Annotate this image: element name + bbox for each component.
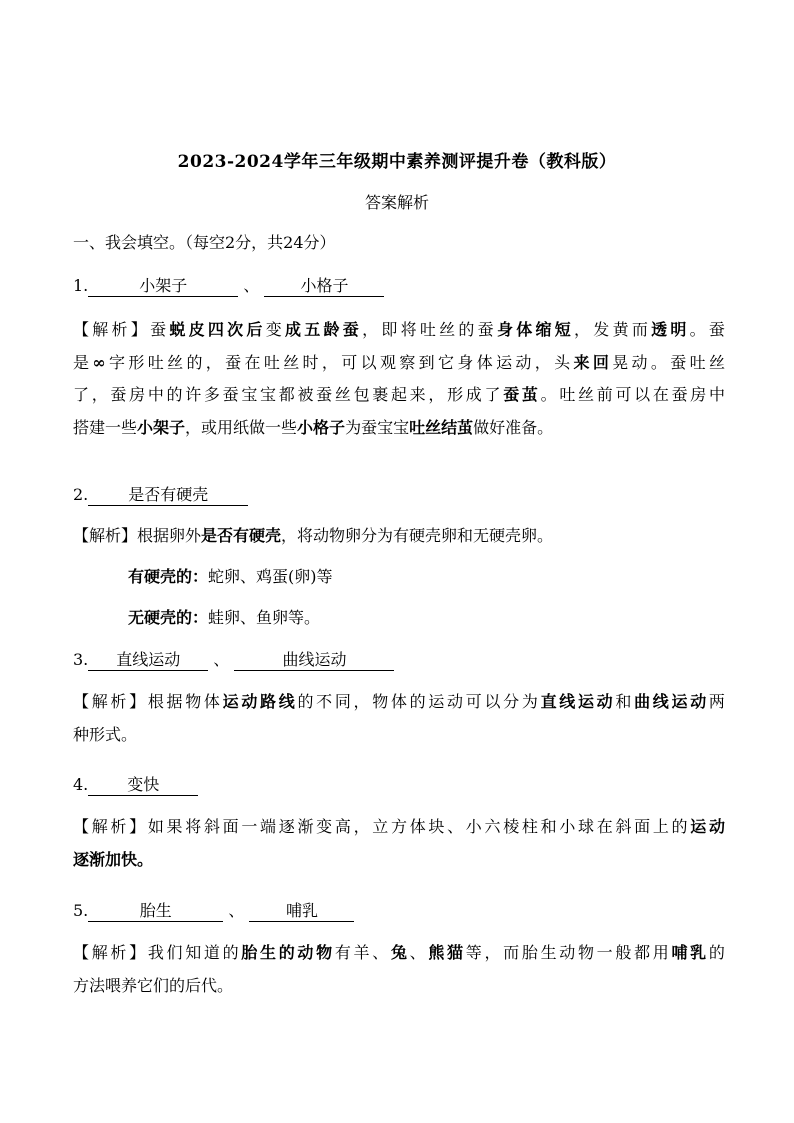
separator: 、 xyxy=(243,276,260,295)
explanation-tag: 【解析】 xyxy=(73,817,148,836)
answer-blank-2: 小格子 xyxy=(264,277,384,297)
explanation-line: 是∞字形吐丝的，蚕在吐丝时，可以观察到它身体运动，头来回晃动。蚕吐丝 xyxy=(73,352,725,372)
question-number: 4. xyxy=(73,775,89,794)
question-number: 1. xyxy=(73,276,89,295)
explanation-1 xyxy=(73,314,725,444)
question-number: 3. xyxy=(73,650,89,669)
question-3 xyxy=(73,650,394,671)
answer-blank-1: 直线运动 xyxy=(88,651,208,671)
explanation-line: 逐渐加快。 xyxy=(73,849,154,869)
explanation-tag: 【解析】 xyxy=(73,320,151,339)
explanation-line: 【解析】我们知道的胎生的动物有羊、兔、熊猫等，而胎生动物一般都用哺乳的 xyxy=(73,943,725,962)
explanation-2: 【解析】根据卵外是否有硬壳，将动物卵分为有硬壳卵和无硬壳卵。 xyxy=(73,526,554,545)
answer-blank-2: 哺乳 xyxy=(249,902,354,922)
separator: 、 xyxy=(213,650,230,669)
page-subtitle: 答案解析 xyxy=(364,193,429,212)
question-1 xyxy=(73,276,384,297)
question-number: 2. xyxy=(73,485,89,504)
soft-shell-text: 蛙卵、鱼卵等。 xyxy=(208,608,321,627)
answer-blank-2: 曲线运动 xyxy=(234,651,394,671)
explanation-4 xyxy=(73,811,725,876)
explanation-line: 了，蚕房中的许多蚕宝宝都被蚕丝包裹起来，形成了蚕茧。吐丝前可以在蚕房中 xyxy=(73,385,725,404)
explanation-line: 种形式。 xyxy=(73,724,138,744)
explanation-5 xyxy=(73,937,725,1002)
soft-shell-label: 无硬壳的： xyxy=(128,608,209,627)
explanation-line: 方法喂养它们的后代。 xyxy=(73,975,234,995)
explanation-tag: 【解析】 xyxy=(73,692,148,711)
explanation-tag: 【解析】 xyxy=(73,943,148,962)
answer-blank-1: 小架子 xyxy=(88,277,238,297)
hard-shell-text: 蛇卵、鸡蛋(卵)等 xyxy=(208,567,333,586)
hard-shell-label: 有硬壳的： xyxy=(128,567,209,586)
explanation-line: 【解析】根据物体运动路线的不同，物体的运动可以分为直线运动和曲线运动两 xyxy=(73,692,725,711)
section-heading: 一、我会填空。（每空2分，共24分） xyxy=(73,233,336,252)
explanation-line: 【解析】如果将斜面一端逐渐变高，立方体块、小六棱柱和小球在斜面上的运动 xyxy=(73,817,725,836)
answer-blank-1: 是否有硬壳 xyxy=(88,486,248,506)
explanation-3 xyxy=(73,686,725,751)
page-title: 2023-2024学年三年级期中素养测评提升卷（教科版） xyxy=(177,152,617,172)
question-2 xyxy=(73,485,248,506)
soft-shell-line xyxy=(128,608,320,628)
explanation-line: 搭建一些小架子，或用纸做一些小格子为蚕宝宝吐丝结茧做好准备。 xyxy=(73,417,554,437)
question-5 xyxy=(73,901,354,922)
answer-blank-1: 胎生 xyxy=(88,902,223,922)
explanation-tag: 【解析】 xyxy=(73,526,138,545)
answer-blank-1: 变快 xyxy=(88,776,198,796)
explanation-line: 【解析】蚕蜕皮四次后变成五龄蚕，即将吐丝的蚕身体缩短，发黄而透明。蚕 xyxy=(73,320,725,339)
separator: 、 xyxy=(228,901,245,920)
question-4 xyxy=(73,775,198,796)
question-number: 5. xyxy=(73,901,89,920)
hard-shell-line xyxy=(128,567,333,587)
